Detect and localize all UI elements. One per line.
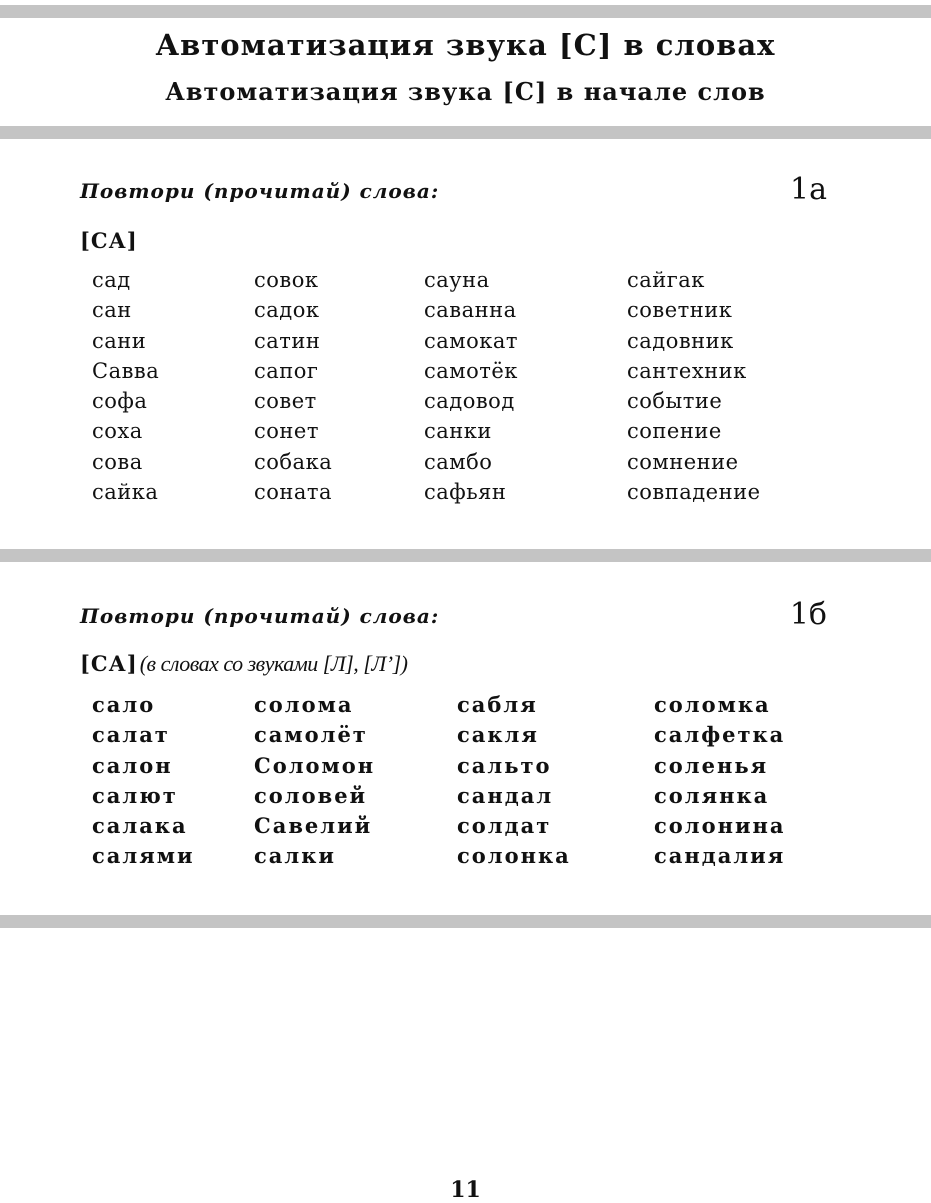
syllable-heading	[80, 651, 407, 677]
word: солонка	[457, 843, 571, 869]
word: сауна	[424, 268, 490, 292]
word: солянка	[654, 782, 770, 808]
word: самолёт	[254, 722, 368, 748]
word-column-4	[627, 265, 761, 507]
word: совет	[254, 389, 317, 414]
syllable-note: (в словах со звуками [Л], [Л’])	[139, 651, 408, 676]
word: сальто	[457, 752, 552, 778]
word: сабля	[457, 692, 538, 717]
word: сантехник	[627, 358, 747, 383]
word: событие	[627, 389, 723, 414]
word: сакля	[457, 722, 539, 748]
word: Савва	[92, 358, 160, 383]
word: совок	[254, 268, 319, 292]
word: сани	[92, 328, 147, 353]
word: соната	[254, 480, 333, 505]
word: салака	[92, 813, 188, 839]
word: салки	[254, 843, 336, 869]
word: соленья	[654, 752, 769, 778]
section-rule	[0, 549, 931, 562]
word: сопение	[627, 419, 722, 444]
word: соловей	[254, 782, 368, 808]
word: софа	[92, 389, 148, 414]
word: самотёк	[424, 358, 518, 383]
word: салон	[92, 752, 173, 778]
top-rule	[0, 5, 931, 18]
word-column-4	[654, 690, 786, 872]
exercise-instruction: Повтори (прочитай) слова:	[80, 179, 440, 203]
word: соломка	[654, 692, 771, 717]
word: сонет	[254, 419, 319, 444]
word: Соломон	[254, 752, 376, 778]
word: совпадение	[627, 480, 761, 505]
header-rule	[0, 126, 931, 139]
word-column-3	[424, 265, 518, 507]
word: сандалия	[654, 843, 786, 869]
word: соха	[92, 419, 143, 444]
word: сандал	[457, 782, 554, 808]
page-subtitle: Автоматизация звука [С] в начале слов	[165, 77, 766, 106]
word: сомнение	[627, 449, 739, 474]
word: садок	[254, 298, 320, 323]
word: солдат	[457, 813, 552, 839]
word: собака	[254, 449, 333, 474]
word: сайгак	[627, 268, 705, 292]
word: сад	[92, 268, 131, 292]
word: сало	[92, 692, 156, 717]
word: самокат	[424, 328, 519, 353]
word: сафьян	[424, 480, 507, 505]
syllable-label: [СА]	[80, 651, 138, 676]
exercise-instruction: Повтори (прочитай) слова:	[80, 604, 440, 628]
word: сова	[92, 449, 143, 474]
page-number: 11	[450, 1177, 481, 1203]
word: солонина	[654, 813, 786, 839]
word: салфетка	[654, 722, 786, 748]
word: садовник	[627, 328, 734, 353]
word-column-1	[92, 690, 195, 872]
syllable-heading: [СА]	[80, 228, 138, 253]
word: солома	[254, 692, 354, 717]
word: Савелий	[254, 813, 373, 839]
exercise-number: 1а	[790, 172, 827, 207]
word: салями	[92, 843, 195, 869]
exercise-number: 1б	[789, 597, 827, 632]
word: саванна	[424, 298, 517, 323]
word-column-2	[254, 265, 332, 507]
word: сапог	[254, 358, 319, 383]
bottom-rule	[0, 915, 931, 928]
word: самбо	[424, 449, 493, 474]
word: садовод	[424, 389, 515, 414]
word: санки	[424, 419, 492, 444]
word: салют	[92, 782, 178, 808]
word: салат	[92, 722, 170, 748]
word: сайка	[92, 480, 159, 505]
word: сатин	[254, 328, 321, 353]
word-column-2	[254, 690, 375, 872]
page-title: Автоматизация звука [С] в словах	[155, 28, 776, 62]
word: советник	[627, 298, 733, 323]
word: сан	[92, 298, 132, 323]
word-column-1	[92, 265, 159, 507]
word-column-3	[457, 690, 571, 872]
